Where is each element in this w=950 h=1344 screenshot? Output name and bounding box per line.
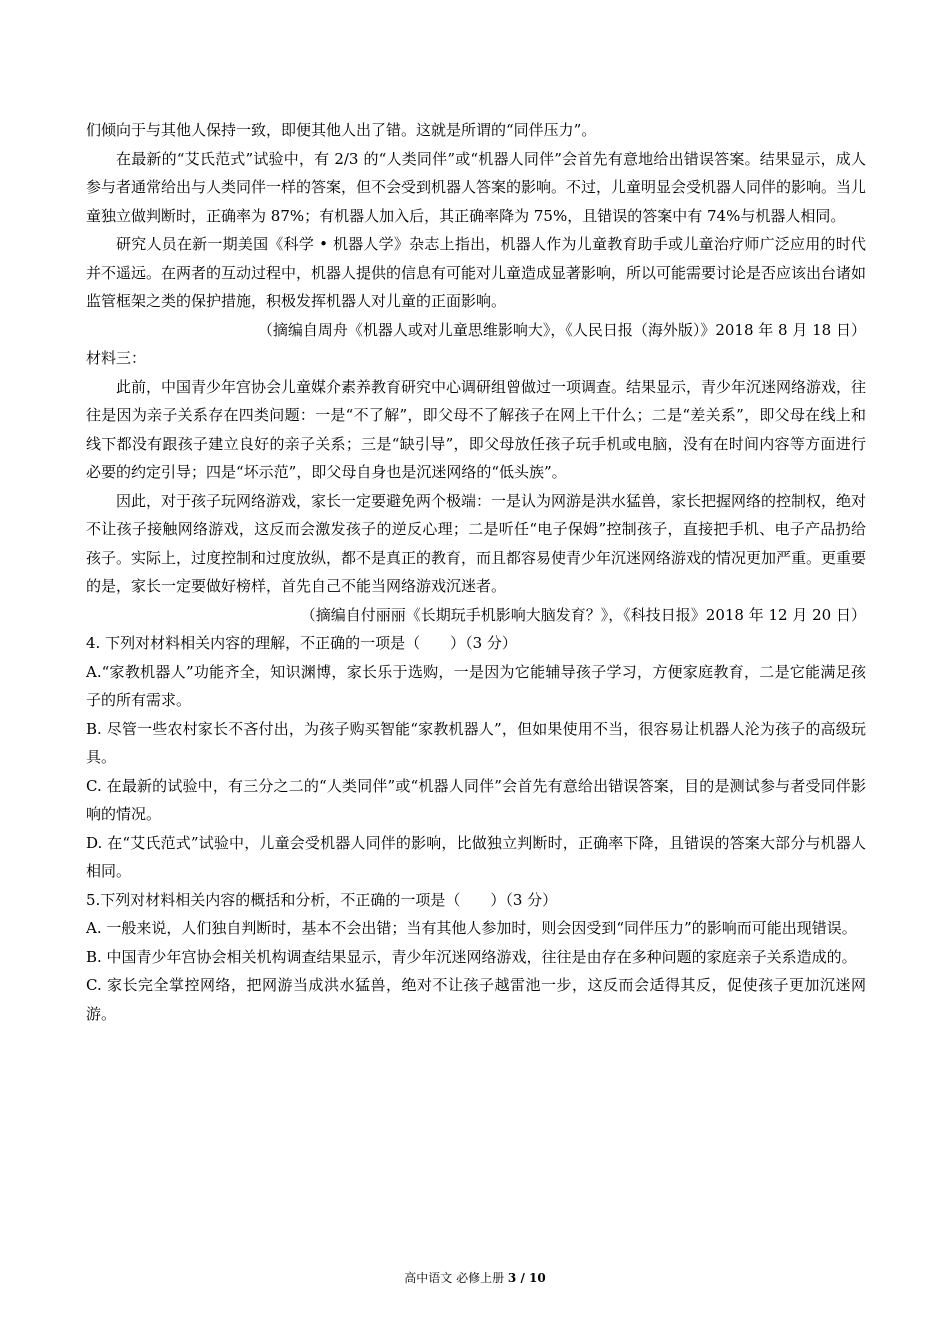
material3-survey-paragraph: 此前，中国青少年宫协会儿童媒介素养教育研究中心调研组曾做过一项调查。结果显示，青少年沉迷网络游戏，往往是因为亲子关系存在四类问题：一是“不了解”，即父母不了解孩子在网上干什么；二是“差关系”，即父母在线上和线下都没有跟孩子建立良好的亲子关系；三是“缺引导”，即父母放任孩子玩手机或电脑，没有在时间内容等方面进行必要的约定引导；四是“坏示范”，即父母自身也是沉迷网络的“低头族”。 — [86, 377, 867, 481]
question-4-option-c: C. 在最新的试验中，有三分之二的“人类同伴”或“机器人同伴”会首先有意给出错误答案，目的是测试参与者受同伴影响的情况。 — [86, 776, 866, 823]
material3-label: 材料三： — [86, 349, 147, 367]
footer-title: 高中语文 必修上册 — [404, 1271, 508, 1285]
material2-experiment-paragraph: 在最新的“艾氏范式”试验中，有 2/3 的“人类同伴”或“机器人同伴”会首先有意地给出错误答案。结果显示，成人参与者通常给出与人类同伴一样的答案，但不会受到机器人答案的影响。不过，儿童明显会受机器人同伴的影响。当儿童独立做判断时，正确率为 87%；有机器人加入后，其正确率降为 75%，且错误的答案中有 74%与机器人相同。 — [86, 149, 867, 225]
question-4-option-d: D. 在“艾氏范式”试验中，儿童会受机器人同伴的影响，比做独立判断时，正确率下降，且错误的答案大部分与机器人相同。 — [86, 833, 866, 880]
question-5-option-c: C. 家长完全掌控网络，把网游当成洪水猛兽，绝对不让孩子越雷池一步，这反而会适得其反，促使孩子更加沉迷网游。 — [86, 976, 866, 1023]
document-body — [86, 116, 866, 1028]
question-5-option-a: A. 一般来说，人们独自判断时，基本不会出错；当有其他人参加时，则会因受到“同伴压力”的影响而可能出现错误。 — [86, 919, 857, 937]
page-number: 3 / 10 — [507, 1271, 546, 1285]
material3-source: （摘编自付丽丽《长期玩手机影响大脑发育？》，《科技日报》2018 年 12 月 20 日） — [300, 605, 866, 624]
question-4-option-a: A.“家教机器人”功能齐全，知识渊博，家长乐于选购，一是因为它能辅导孩子学习，方便家庭教育，二是它能满足孩子的所有需求。 — [86, 662, 866, 709]
material3-therefore-paragraph: 因此，对于孩子玩网络游戏，家长一定要避免两个极端：一是认为网游是洪水猛兽，家长把握网络的控制权，绝对不让孩子接触网络游戏，这反而会激发孩子的逆反心理；二是听任“电子保姆”控制孩子，直接把手机、电子产品扔给孩子。实际上，过度控制和过度放纵，都不是真正的教育，而且都容易使青少年沉迷网络游戏的情况更加严重。更重要的是，家长一定要做好榜样，首先自己不能当网络游戏沉迷者。 — [86, 491, 867, 595]
question-5-option-b: B. 中国青少年宫协会相关机构调查结果显示，青少年沉迷网络游戏，往往是由存在多种问题的家庭亲子关系造成的。 — [86, 947, 857, 966]
question-4-stem: 4. 下列对材料相关内容的理解，不正确的一项是（ ）（3 分） — [86, 634, 517, 652]
material2-continuation: 们倾向于与其他人保持一致，即便其他人出了错。这就是所谓的“同伴压力”。 — [86, 121, 597, 139]
material2-source: （摘编自周舟《机器人或对儿童思维影响大》，《人民日报（海外版）》2018 年 8 月 18 日） — [257, 320, 866, 339]
question-5-stem: 5.下列对材料相关内容的概括和分析，不正确的一项是（ ）（3 分） — [86, 890, 558, 909]
question-4-option-b: B. 尽管一些农村家长不吝付出，为孩子购买智能“家教机器人”，但如果使用不当，很容易让机器人沦为孩子的高级玩具。 — [86, 719, 866, 766]
page-footer — [0, 1270, 950, 1286]
material2-research-paragraph: 研究人员在新一期美国《科学 • 机器人学》杂志上指出，机器人作为儿童教育助手或儿童治疗师广泛应用的时代并不遥远。在两者的互动过程中，机器人提供的信息有可能对儿童造成显著影响，所以可能需要讨论是否应该出台诸如监管框架之类的保护措施，积极发挥机器人对儿童的正面影响。 — [86, 235, 867, 310]
